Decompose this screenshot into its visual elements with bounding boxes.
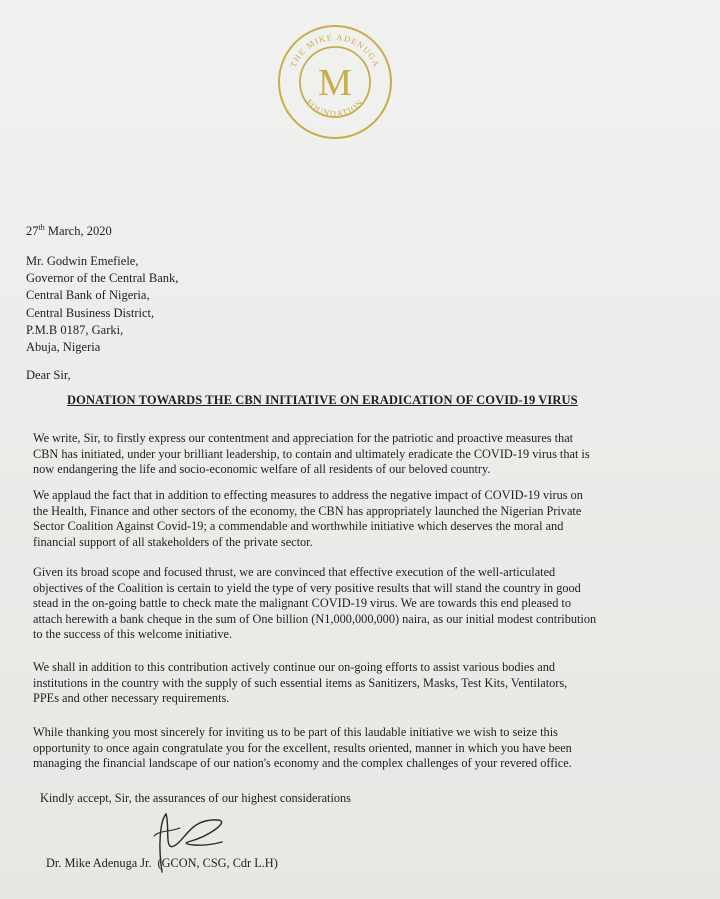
date-month-year: March, 2020 xyxy=(44,224,112,239)
address-line: Abuja, Nigeria xyxy=(26,340,101,355)
logo-initials: M xyxy=(318,62,352,104)
letter-date xyxy=(26,223,112,239)
date-day: 27 xyxy=(26,224,39,239)
paragraph-line: stead in the on-going battle to check mate the malignant COVID-19 virus. We are towards this end pleased to xyxy=(33,596,571,611)
paragraph-line: While thanking you most sincerely for inviting us to be part of this laudable initiative we wish to seize this xyxy=(33,725,558,739)
paragraph-line: PPEs and other necessary requirements. xyxy=(33,691,230,706)
body-paragraph xyxy=(33,660,673,707)
paragraph-line: We write, Sir, to firstly express our contentment and appreciation for the patriotic and proactive measures that xyxy=(33,431,574,445)
address-line: Central Bank of Nigeria, xyxy=(26,288,150,303)
paragraph-line: the Health, Finance and other sectors of the economy, the CBN has appropriately launched the Nigerian Private xyxy=(33,503,582,518)
foundation-logo xyxy=(275,22,395,142)
paragraph-line: financial support of all stakeholders of the private sector. xyxy=(33,534,313,549)
signatory xyxy=(46,856,278,871)
salutation: Dear Sir, xyxy=(26,368,71,382)
signatory-name: Dr. Mike Adenuga Jr. xyxy=(46,856,152,870)
paragraph-line: institutions in the country with the supply of such essential items as Sanitizers, Masks, Test Kits, Ventilators, xyxy=(33,675,568,690)
paragraph-line: Sector Coalition Against Covid-19; a commendable and worthwhile initiative which deserves the moral and xyxy=(33,519,564,534)
recipient-address xyxy=(26,253,178,356)
paragraph-line: We applaud the fact that in addition to effecting measures to address the negative impact of COVID-19 virus on xyxy=(33,488,583,502)
logo-ring-text-bottom: FOUNDATION xyxy=(304,96,366,119)
paragraph-line: Given its broad scope and focused thrust, we are convinced that effective execution of the well-articulated xyxy=(33,565,556,579)
paragraph-line: now endangering the life and socio-economic welfare of all residents of our beloved country. xyxy=(33,462,491,477)
body-paragraph xyxy=(33,431,673,478)
date-suffix: th xyxy=(38,223,45,232)
paragraph-line: opportunity to once again congratulate you for the excellent, results oriented, manner in which you have been xyxy=(33,740,572,755)
paragraph-line: CBN has initiated, under your brilliant leadership, to contain and ultimately eradicate the COVID-19 virus that is xyxy=(33,446,590,461)
address-line: P.M.B 0187, Garki, xyxy=(26,322,124,337)
paragraph-line: managing the financial landscape of our nation's economy and the complex challenges of your revered office. xyxy=(33,756,572,771)
paragraph-line: We shall in addition to this contribution actively continue our on-going efforts to assist various bodies and xyxy=(33,660,555,674)
subject-heading: DONATION TOWARDS THE CBN INITIATIVE ON ERADICATION OF COVID-19 VIRUS xyxy=(67,393,578,407)
paragraph-line: attach herewith a bank cheque in the sum of One billion (N1,000,000,000) naira, as our initial modest contribution xyxy=(33,611,597,626)
body-paragraph xyxy=(33,725,673,772)
address-line: Governor of the Central Bank, xyxy=(26,271,179,286)
paragraph-line: to the success of this welcome initiative. xyxy=(33,627,233,642)
logo-ring-text-top: THE MIKE ADENUGA xyxy=(287,31,383,69)
address-line: Central Business District, xyxy=(26,305,155,320)
paragraph-line: objectives of the Coalition is certain to yield the type of very positive results that will stand the country in good xyxy=(33,580,581,595)
signatory-credentials: (GCON, CSG, Cdr L.H) xyxy=(157,856,278,870)
body-paragraph xyxy=(33,565,673,643)
closing-line: Kindly accept, Sir, the assurances of our highest considerations xyxy=(40,791,351,805)
address-line: Mr. Godwin Emefiele, xyxy=(26,254,139,268)
body-paragraph xyxy=(33,488,673,550)
